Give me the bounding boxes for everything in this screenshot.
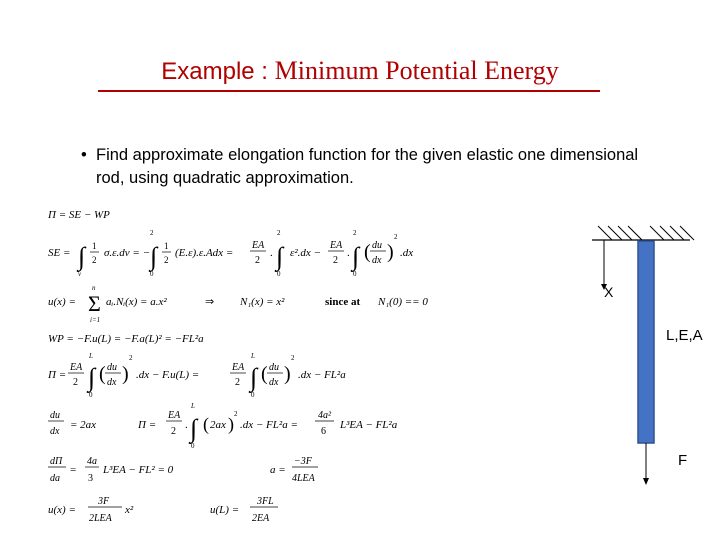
equation-derivative — [48, 402, 398, 450]
svg-text:3FL: 3FL — [257, 496, 274, 507]
svg-text:∫: ∫ — [352, 242, 360, 271]
svg-text:σ.ε.dv = −: σ.ε.dv = − — [104, 247, 150, 259]
svg-text:dx: dx — [50, 426, 60, 437]
svg-text:v: v — [78, 270, 82, 278]
svg-text:): ) — [228, 414, 234, 434]
svg-text:0: 0 — [251, 391, 255, 399]
fixed-wall-support — [592, 226, 694, 240]
equation-total-potential — [47, 209, 110, 221]
svg-text:i=1: i=1 — [90, 316, 101, 324]
svg-text:a =: a = — [270, 464, 286, 476]
svg-text:L³EA − FL² = 0: L³EA − FL² = 0 — [103, 464, 174, 476]
svg-text:∫: ∫ — [250, 363, 258, 392]
svg-text:u(L) =: u(L) = — [210, 504, 240, 516]
svg-text:∫: ∫ — [190, 414, 198, 443]
svg-text:Σ: Σ — [88, 291, 101, 316]
x-label: X — [604, 284, 614, 300]
svg-text:dx: dx — [372, 255, 382, 266]
svg-text:∫: ∫ — [150, 242, 158, 271]
svg-text:2LEA: 2LEA — [89, 513, 112, 524]
rod-figure — [580, 222, 720, 492]
svg-text:(: ( — [203, 414, 209, 434]
title-prefix: Example : — [161, 58, 275, 85]
equation-solution — [48, 496, 278, 524]
svg-text:2: 2 — [255, 255, 260, 266]
equation-approximation — [48, 284, 428, 324]
svg-text:2: 2 — [171, 426, 176, 437]
svg-text:.: . — [270, 247, 273, 259]
x-axis-arrow — [601, 240, 607, 290]
svg-text:2ax: 2ax — [210, 419, 226, 431]
svg-text:.dx − FL²a: .dx − FL²a — [298, 369, 346, 381]
svg-text:x²: x² — [125, 504, 134, 516]
svg-text:1: 1 — [164, 241, 169, 251]
svg-text:2: 2 — [129, 354, 133, 362]
svg-text:aᵢ.Nᵢ(x) = a.x²: aᵢ.Nᵢ(x) = a.x² — [106, 296, 167, 308]
svg-text:EA: EA — [252, 240, 265, 251]
svg-text:u(x) =: u(x) = — [48, 296, 76, 308]
svg-text:0: 0 — [150, 270, 154, 278]
svg-text:.: . — [185, 419, 188, 431]
svg-text:(: ( — [99, 363, 106, 385]
svg-text:4a: 4a — [87, 456, 97, 467]
svg-text:(E.ε).ε.Adx =: (E.ε).ε.Adx = — [175, 247, 234, 259]
title-main: Minimum Potential Energy — [274, 56, 559, 85]
svg-text:du: du — [50, 410, 60, 421]
svg-text:L: L — [89, 352, 93, 360]
svg-text:dΠ: dΠ — [50, 456, 63, 467]
svg-text:1: 1 — [92, 241, 97, 251]
svg-text:2: 2 — [291, 354, 295, 362]
svg-text:): ) — [387, 241, 394, 263]
svg-text:3F: 3F — [98, 496, 110, 507]
svg-text:2EA: 2EA — [252, 513, 270, 524]
svg-text:2: 2 — [164, 255, 169, 265]
svg-text:0: 0 — [89, 391, 93, 399]
bullet-text: Find approximate elongation function for the given elastic one dimensional rod, using quadratic approximation. — [96, 146, 639, 187]
force-label: F — [678, 452, 688, 469]
svg-text:n: n — [92, 284, 96, 292]
svg-text:du: du — [107, 362, 117, 373]
elastic-rod — [638, 241, 654, 443]
svg-text:): ) — [284, 363, 291, 385]
svg-text:2: 2 — [353, 229, 357, 237]
svg-text:0: 0 — [191, 442, 195, 450]
svg-text:0: 0 — [353, 270, 357, 278]
svg-text:2: 2 — [92, 255, 97, 265]
svg-text:EA: EA — [330, 240, 343, 251]
svg-text:.: . — [347, 247, 350, 259]
svg-text:): ) — [122, 363, 129, 385]
svg-text:EA: EA — [232, 362, 245, 373]
svg-text:(: ( — [364, 241, 371, 263]
equation-strain-energy — [48, 229, 413, 278]
svg-text:∫: ∫ — [78, 242, 86, 271]
svg-text:2: 2 — [73, 377, 78, 388]
svg-text:dx: dx — [107, 377, 117, 388]
svg-text:2: 2 — [333, 255, 338, 266]
svg-text:(: ( — [261, 363, 268, 385]
svg-text:.dx: .dx — [400, 247, 414, 259]
svg-text:EA: EA — [168, 410, 181, 421]
svg-text:2: 2 — [150, 229, 154, 237]
svg-text:L: L — [251, 352, 255, 360]
svg-text:Π =: Π = — [138, 419, 157, 431]
svg-text:Π = SE − WP: Π = SE − WP — [48, 209, 110, 221]
svg-text:ε².dx −: ε².dx − — [290, 247, 321, 259]
rod-properties-label: L,E,A — [666, 327, 703, 344]
svg-text:=: = — [70, 464, 77, 476]
svg-text:2: 2 — [235, 377, 240, 388]
equation-work-potential — [48, 333, 204, 345]
svg-text:.dx − F.u(L) =: .dx − F.u(L) = — [136, 369, 200, 381]
svg-text:.dx − FL²a =: .dx − FL²a = — [240, 419, 298, 431]
equation-potential-expanded — [47, 352, 346, 399]
svg-text:−3F: −3F — [294, 456, 312, 467]
svg-text:⇒: ⇒ — [205, 296, 215, 308]
svg-text:du: du — [269, 362, 279, 373]
svg-text:N₁(x) = x²: N₁(x) = x² — [240, 296, 285, 308]
svg-text:EA: EA — [70, 362, 83, 373]
svg-text:Π =: Π = — [48, 369, 67, 381]
svg-text:2: 2 — [277, 229, 281, 237]
svg-text:4LEA: 4LEA — [292, 473, 315, 484]
svg-text:du: du — [372, 240, 382, 251]
svg-text:WP = −F.u(L) = −F.a(L)² = −FL²: WP = −F.u(L) = −F.a(L)² = −FL²a — [48, 333, 204, 345]
svg-text:2: 2 — [234, 410, 238, 418]
equation-minimization — [48, 456, 318, 484]
svg-text:∫: ∫ — [88, 363, 96, 392]
svg-text:2: 2 — [394, 233, 398, 241]
svg-text:4a²: 4a² — [318, 410, 331, 421]
svg-text:dx: dx — [269, 377, 279, 388]
svg-text:since at: since at — [325, 296, 361, 308]
svg-text:0: 0 — [277, 270, 281, 278]
svg-text:da: da — [50, 473, 60, 484]
svg-text:3: 3 — [88, 473, 93, 484]
svg-text:SE =: SE = — [48, 247, 71, 259]
svg-text:∫: ∫ — [276, 242, 284, 271]
svg-text:= 2ax: = 2ax — [70, 419, 97, 431]
svg-text:u(x) =: u(x) = — [48, 504, 76, 516]
bullet-dot-icon: • — [81, 146, 87, 164]
svg-text:L: L — [191, 402, 195, 410]
svg-text:6: 6 — [321, 426, 326, 437]
svg-text:L³EA − FL²a: L³EA − FL²a — [340, 419, 398, 431]
force-arrow — [643, 443, 649, 485]
svg-text:N₁(0) == 0: N₁(0) == 0 — [378, 296, 428, 308]
